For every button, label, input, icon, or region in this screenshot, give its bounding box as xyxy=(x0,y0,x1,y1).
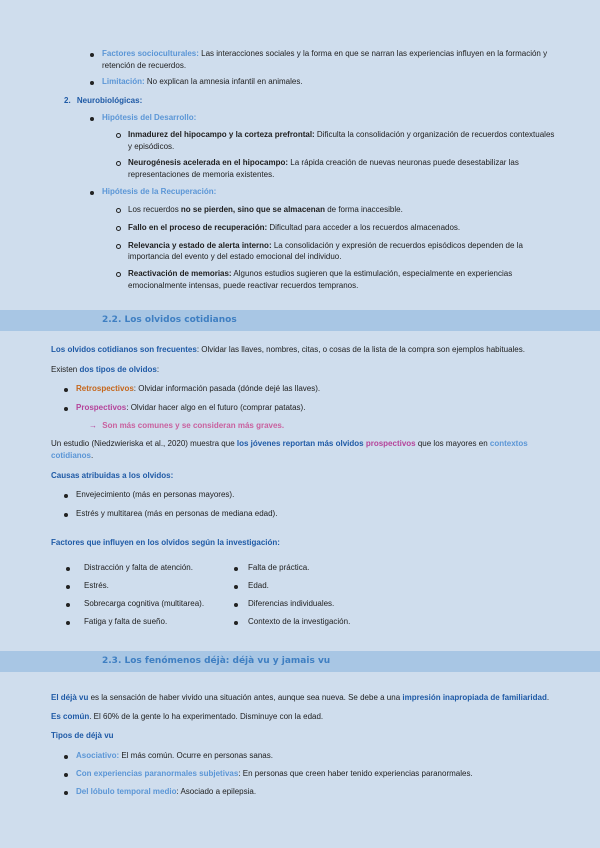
bullet-icon xyxy=(234,603,238,607)
list-item xyxy=(76,786,256,798)
para-text: . xyxy=(546,693,550,702)
paragraph xyxy=(51,692,549,704)
list-item xyxy=(76,750,273,762)
item-text: : Olvidar información pasada (dónde dejé las llaves). xyxy=(133,384,321,393)
section-heading: 2.2. Los olvidos cotidianos xyxy=(102,315,237,325)
para-text: es la sensación de haber vivido una situación antes, aunque sea nueva. Se debe a una xyxy=(88,693,403,702)
list-item: Sobrecarga cognitiva (multitarea). xyxy=(84,599,205,608)
paragraph xyxy=(51,438,551,462)
item-text: Dificultad para acceder a los recuerdos almacenados. xyxy=(267,223,461,232)
list-item xyxy=(76,402,305,414)
list-item: Distracción y falta de atención. xyxy=(84,563,193,572)
para-bold: contextos xyxy=(489,439,528,448)
subheading-desarrollo: Hipótesis del Desarrollo: xyxy=(102,113,197,122)
list-item: Estrés y multitarea (más en personas de mediana edad). xyxy=(76,509,278,518)
item-text: Algunos estudios sugieren que la estimulación, especialmente en experiencias xyxy=(231,269,513,278)
heading-text: Neurobiológicas: xyxy=(76,96,143,105)
subheading-types: Tipos de déjà vu xyxy=(51,731,114,740)
bullet-icon xyxy=(66,585,70,589)
list-item xyxy=(76,768,473,780)
item-text: de forma inaccesible. xyxy=(324,205,403,214)
list-item xyxy=(128,222,460,234)
list-number: 2. xyxy=(64,96,71,105)
item-text: : En personas que creen haber tenido experiencias paranormales. xyxy=(238,769,473,778)
para-bold: dos tipos de olvidos xyxy=(79,365,157,374)
numbered-heading xyxy=(64,95,142,107)
list-item xyxy=(128,204,403,216)
item-text-continuation: representaciones de memoria existentes. xyxy=(128,170,275,179)
bullet-ring-icon xyxy=(116,244,121,249)
subheading-recuperacion: Hipótesis de la Recuperación: xyxy=(102,187,217,196)
para-text: que los mayores en xyxy=(415,439,490,448)
list-item: Edad. xyxy=(248,581,269,590)
para-bold: prospectivos xyxy=(365,439,416,448)
bullet-icon xyxy=(90,81,94,85)
item-bold: Fallo en el proceso de recuperación: xyxy=(128,223,268,232)
item-label: Retrospectivos xyxy=(76,384,134,393)
bullet-icon xyxy=(64,494,68,498)
bullet-ring-icon xyxy=(116,226,121,231)
arrow-icon: → xyxy=(89,421,97,430)
item-text: La rápida creación de nuevas neuronas puede desestabilizar las xyxy=(288,158,519,167)
list-item: Estrés. xyxy=(84,581,109,590)
para-bold: impresión inapropiada de familiaridad xyxy=(402,693,547,702)
para-bold: los jóvenes reportan más olvidos xyxy=(236,439,364,448)
bullet-icon xyxy=(90,191,94,195)
item-label: Del lóbulo temporal medio xyxy=(76,787,177,796)
para-text: Un estudio (Niedzwieriska et al., 2020) muestra que xyxy=(51,439,237,448)
bullet-ring-icon xyxy=(116,161,121,166)
item-label: Prospectivos xyxy=(76,403,127,412)
list-item xyxy=(128,129,554,141)
para-text: : Olvidar las llaves, nombres, citas, o cosas de la lista de la compra son ejemplos habituales. xyxy=(196,345,525,354)
item-text: Los recuerdos xyxy=(128,205,181,214)
bullet-ring-icon xyxy=(116,272,121,277)
bullet-icon xyxy=(234,585,238,589)
item-text-continuation: y episódicos. xyxy=(128,142,175,151)
bullet-icon xyxy=(64,513,68,517)
list-item: Falta de práctica. xyxy=(248,563,310,572)
item-bold: Reactivación de memorias: xyxy=(128,269,232,278)
item-text: El más común. Ocurre en personas sanas. xyxy=(119,751,273,760)
list-item xyxy=(102,48,547,60)
para-text: : xyxy=(156,365,160,374)
item-text: La consolidación y expresión de recuerdos episódicos dependen de la xyxy=(271,241,523,250)
item-text: Dificulta la consolidación y organización de recuerdos contextuales xyxy=(314,130,555,139)
bullet-ring-icon xyxy=(116,208,121,213)
list-item xyxy=(128,268,512,280)
para-text: . xyxy=(91,451,94,460)
item-bold: no se pierden, sino que se almacenan xyxy=(180,205,325,214)
item-text: : Olvidar hacer algo en el futuro (comprar patatas). xyxy=(126,403,306,412)
bullet-icon xyxy=(66,603,70,607)
bullet-icon xyxy=(90,117,94,121)
para-bold: El déjà vu xyxy=(51,693,89,702)
para-text: . El 60% de la gente lo ha experimentado. Disminuye con la edad. xyxy=(89,712,324,721)
bullet-icon xyxy=(66,567,70,571)
item-label: Factores socioculturales: xyxy=(102,49,199,58)
bullet-icon xyxy=(64,791,68,795)
bullet-icon xyxy=(64,755,68,759)
list-item xyxy=(128,157,519,169)
arrow-note xyxy=(89,420,284,432)
para-bold: cotidianos xyxy=(51,451,92,460)
para-bold: Es común xyxy=(51,712,90,721)
item-label: Limitación: xyxy=(102,77,145,86)
bullet-icon xyxy=(64,388,68,392)
para-bold: Los olvidos cotidianos son frecuentes xyxy=(51,345,197,354)
bullet-icon xyxy=(64,407,68,411)
item-text: : Asociado a epilepsia. xyxy=(176,787,257,796)
bullet-ring-icon xyxy=(116,133,121,138)
list-item: Diferencias individuales. xyxy=(248,599,335,608)
para-text: Existen xyxy=(51,365,80,374)
section-heading-band xyxy=(0,651,600,672)
item-text-continuation: emocionalmente intensas, puede reactivar recuerdos tempranos. xyxy=(128,281,359,290)
list-item xyxy=(102,76,303,88)
list-item: Fatiga y falta de sueño. xyxy=(84,617,168,626)
list-item: Contexto de la investigación. xyxy=(248,617,351,626)
arrow-text: Son más comunes y se consideran más graves. xyxy=(102,421,285,430)
paragraph xyxy=(51,711,323,723)
subheading-causes: Causas atribuidas a los olvidos: xyxy=(51,471,174,480)
item-text: No explican la amnesia infantil en animales. xyxy=(144,77,303,86)
item-bold: Inmadurez del hipocampo y la corteza prefrontal: xyxy=(128,130,315,139)
paragraph xyxy=(51,364,159,376)
item-label: Con experiencias paranormales subjetivas xyxy=(76,769,239,778)
item-text-continuation: retención de recuerdos. xyxy=(102,61,187,70)
bullet-icon xyxy=(64,773,68,777)
paragraph xyxy=(51,344,525,356)
bullet-icon xyxy=(234,621,238,625)
section-heading: 2.3. Los fenómenos déjà: déjà vu y jamais vu xyxy=(102,656,331,666)
bullet-icon xyxy=(234,567,238,571)
item-text: Las interacciones sociales y la forma en que se narran las experiencias influyen en la formación y xyxy=(198,49,548,58)
list-item xyxy=(76,383,320,395)
item-label: Asociativo: xyxy=(76,751,120,760)
bullet-icon xyxy=(66,621,70,625)
subheading-factors: Factores que influyen en los olvidos según la investigación: xyxy=(51,538,280,547)
section-heading-band xyxy=(0,310,600,331)
item-bold: Neurogénesis acelerada en el hipocampo: xyxy=(128,158,289,167)
list-item: Envejecimiento (más en personas mayores). xyxy=(76,490,235,499)
item-bold: Relevancia y estado de alerta interno: xyxy=(128,241,272,250)
item-text-continuation: importancia del evento y del estado emocional del individuo. xyxy=(128,252,342,261)
bullet-icon xyxy=(90,53,94,57)
